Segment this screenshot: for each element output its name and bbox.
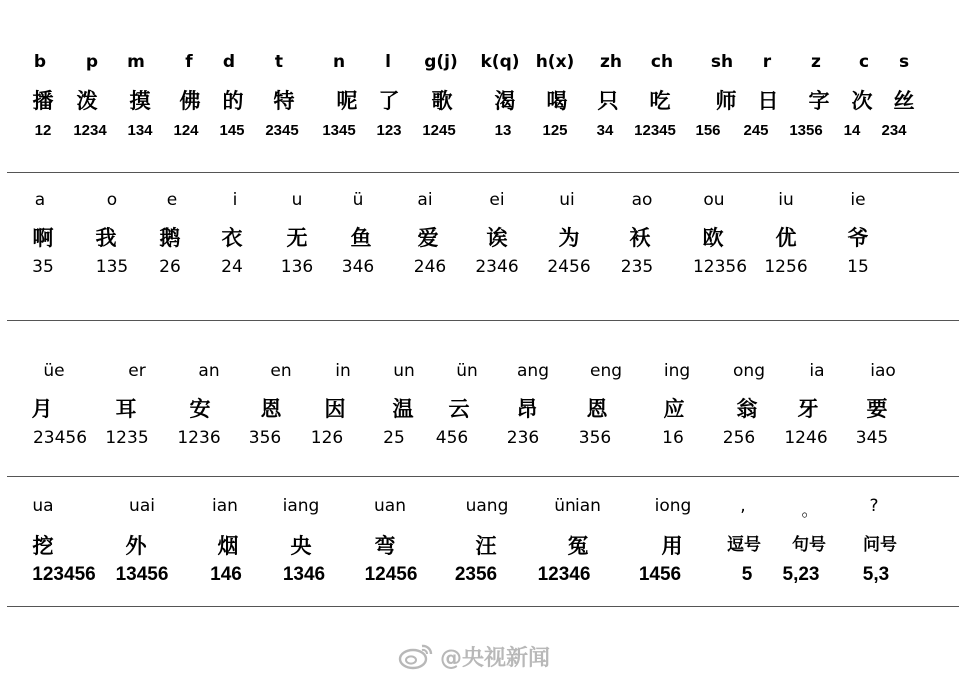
- pinyin-label: ün: [456, 361, 478, 381]
- pinyin-label: i: [232, 190, 238, 210]
- braille-dot-code: 145: [219, 122, 245, 139]
- hanzi-character: 冤: [567, 534, 589, 558]
- braille-dot-code: 124: [173, 122, 199, 139]
- pinyin-label: m: [127, 52, 145, 72]
- pinyin-label: uai: [129, 496, 155, 516]
- hanzi-character: 弯: [374, 534, 396, 558]
- pinyin-label: an: [198, 361, 220, 381]
- hanzi-character: 次: [851, 89, 873, 113]
- pinyin-label: g(j): [424, 52, 458, 72]
- braille-dot-code: 2356: [454, 564, 498, 585]
- hanzi-character: 日: [757, 89, 779, 113]
- pinyin-label: a: [34, 190, 46, 210]
- hanzi-character: 昂: [516, 397, 538, 421]
- hanzi-character: 袄: [629, 226, 651, 250]
- hanzi-character: 的: [222, 89, 244, 113]
- hanzi-character: 渴: [494, 89, 516, 113]
- pinyin-label: zh: [600, 52, 622, 72]
- hanzi-character: 逗号: [727, 535, 761, 555]
- hanzi-character: 安: [189, 397, 211, 421]
- pinyin-label: e: [166, 190, 178, 210]
- braille-dot-code: 1236: [177, 428, 221, 448]
- pinyin-label: iang: [282, 496, 320, 516]
- braille-dot-code: 356: [248, 428, 282, 448]
- pinyin-label: ao: [631, 190, 653, 210]
- braille-dot-code: 2346: [475, 257, 519, 277]
- braille-dot-code: 1456: [638, 564, 682, 585]
- braille-dot-code: 245: [743, 122, 769, 139]
- pinyin-label: sh: [710, 52, 734, 72]
- hanzi-character: 云: [448, 397, 470, 421]
- pinyin-label: n: [332, 52, 346, 72]
- pinyin-label: ch: [650, 52, 674, 72]
- hanzi-character: 用: [661, 534, 683, 558]
- pinyin-label: in: [335, 361, 351, 381]
- braille-dot-code: 12456: [364, 564, 418, 585]
- braille-dot-code: 126: [310, 428, 344, 448]
- braille-dot-code: 136: [280, 257, 314, 277]
- hanzi-character: 摸: [129, 89, 151, 113]
- hanzi-character: 耳: [115, 397, 137, 421]
- braille-dot-code: 345: [855, 428, 889, 448]
- braille-dot-code: 235: [620, 257, 654, 277]
- hanzi-character: 汪: [475, 534, 497, 558]
- braille-dot-code: 1345: [322, 122, 356, 139]
- hanzi-character: 要: [866, 397, 888, 421]
- braille-dot-code: 12356: [692, 257, 748, 277]
- braille-dot-code: 156: [695, 122, 721, 139]
- braille-dot-code: 12346: [537, 564, 591, 585]
- hanzi-character: 欧: [702, 226, 724, 250]
- braille-dot-code: 125: [542, 122, 568, 139]
- braille-dot-code: 23456: [32, 428, 88, 448]
- hanzi-character: 挖: [32, 534, 54, 558]
- braille-dot-code: 5,3: [862, 564, 890, 585]
- weibo-logo-icon: [398, 642, 434, 670]
- pinyin-label: h(x): [535, 52, 575, 72]
- pinyin-label: d: [222, 52, 236, 72]
- hanzi-character: 句号: [792, 535, 826, 555]
- hanzi-character: 优: [775, 226, 797, 250]
- hanzi-character: 喝: [546, 89, 568, 113]
- hanzi-character: 师: [715, 89, 737, 113]
- pinyin-label: en: [270, 361, 292, 381]
- braille-dot-code: 236: [506, 428, 540, 448]
- pinyin-label: f: [185, 52, 193, 72]
- braille-dot-code: 13: [494, 122, 512, 139]
- braille-dot-code: 356: [578, 428, 612, 448]
- pinyin-label: ü: [352, 190, 364, 210]
- hanzi-character: 无: [286, 226, 308, 250]
- hanzi-character: 歌: [431, 89, 453, 113]
- pinyin-label: ing: [663, 361, 691, 381]
- watermark-text: @央视新闻: [440, 645, 551, 671]
- hanzi-character: 特: [273, 89, 295, 113]
- pinyin-label: k(q): [480, 52, 520, 72]
- braille-dot-code: 1234: [73, 122, 107, 139]
- pinyin-label: s: [898, 52, 910, 72]
- braille-dot-code: 34: [596, 122, 614, 139]
- braille-dot-code: 456: [435, 428, 469, 448]
- hanzi-character: 字: [808, 89, 830, 113]
- braille-dot-code: 246: [413, 257, 447, 277]
- braille-dot-code: 14: [843, 122, 861, 139]
- hanzi-character: 鱼: [350, 226, 372, 250]
- pinyin-label: ei: [489, 190, 505, 210]
- hanzi-character: 为: [558, 226, 580, 250]
- hanzi-character: 恩: [586, 397, 608, 421]
- hanzi-character: 恩: [260, 397, 282, 421]
- pinyin-label: ua: [32, 496, 54, 516]
- hanzi-character: 了: [378, 89, 400, 113]
- hanzi-character: 佛: [179, 89, 201, 113]
- braille-dot-code: 1235: [105, 428, 149, 448]
- pinyin-label: c: [858, 52, 870, 72]
- pinyin-label: 。: [801, 501, 819, 521]
- pinyin-label: üe: [43, 361, 65, 381]
- hanzi-character: 爱: [417, 226, 439, 250]
- pinyin-label: t: [274, 52, 284, 72]
- pinyin-label: l: [385, 52, 391, 72]
- hanzi-character: 丝: [893, 89, 915, 113]
- hanzi-character: 爷: [847, 226, 869, 250]
- hanzi-character: 月: [31, 397, 53, 421]
- braille-dot-code: 123: [376, 122, 402, 139]
- pinyin-label: o: [106, 190, 118, 210]
- hanzi-character: 鹅: [159, 226, 181, 250]
- braille-dot-code: 15: [847, 257, 869, 277]
- braille-dot-code: 1256: [764, 257, 808, 277]
- braille-dot-code: 26: [159, 257, 181, 277]
- braille-dot-code: 234: [881, 122, 907, 139]
- braille-dot-code: 123456: [32, 564, 96, 585]
- braille-dot-code: 2345: [265, 122, 299, 139]
- hanzi-character: 只: [597, 89, 619, 113]
- hanzi-character: 我: [95, 226, 117, 250]
- pinyin-label: ian: [575, 496, 601, 516]
- pinyin-label: ai: [417, 190, 433, 210]
- braille-dot-code: 1246: [784, 428, 828, 448]
- braille-dot-code: 346: [341, 257, 375, 277]
- braille-dot-code: 5: [741, 564, 753, 585]
- braille-dot-code: 135: [95, 257, 129, 277]
- braille-dot-code: 1356: [789, 122, 823, 139]
- braille-dot-code: 25: [383, 428, 405, 448]
- hanzi-character: 烟: [217, 534, 239, 558]
- braille-dot-code: 256: [722, 428, 756, 448]
- pinyin-label: ian: [212, 496, 238, 516]
- divider: [7, 606, 959, 607]
- divider: [7, 476, 959, 477]
- braille-dot-code: 12: [34, 122, 52, 139]
- hanzi-character: 吃: [649, 89, 671, 113]
- pinyin-label: ui: [559, 190, 575, 210]
- pinyin-label: ong: [733, 361, 765, 381]
- pinyin-label: ün: [554, 496, 576, 516]
- pinyin-label: u: [291, 190, 303, 210]
- hanzi-character: 啊: [32, 226, 54, 250]
- hanzi-character: 播: [32, 89, 54, 113]
- pinyin-label: z: [811, 52, 821, 72]
- pinyin-label: uang: [465, 496, 509, 516]
- braille-dot-code: 13456: [115, 564, 169, 585]
- braille-dot-code: 2456: [547, 257, 591, 277]
- hanzi-character: 温: [392, 397, 414, 421]
- hanzi-character: 翁: [736, 397, 758, 421]
- braille-dot-code: 35: [32, 257, 54, 277]
- pinyin-label: er: [128, 361, 146, 381]
- pinyin-label: ie: [850, 190, 866, 210]
- hanzi-character: 应: [663, 397, 685, 421]
- pinyin-label: un: [393, 361, 415, 381]
- hanzi-character: 呢: [336, 89, 358, 113]
- braille-dot-code: 1245: [422, 122, 456, 139]
- pinyin-label: ?: [869, 496, 879, 516]
- divider: [7, 172, 959, 173]
- pinyin-label: iu: [778, 190, 794, 210]
- pinyin-label: ia: [809, 361, 825, 381]
- braille-dot-code: 24: [221, 257, 243, 277]
- hanzi-character: 牙: [797, 397, 819, 421]
- pinyin-label: r: [762, 52, 772, 72]
- pinyin-label: ,: [740, 496, 746, 516]
- pinyin-label: b: [33, 52, 47, 72]
- hanzi-character: 诶: [486, 226, 508, 250]
- hanzi-character: 因: [324, 397, 346, 421]
- hanzi-character: 外: [125, 534, 147, 558]
- pinyin-label: uan: [374, 496, 406, 516]
- hanzi-character: 问号: [863, 535, 897, 555]
- pinyin-label: iong: [654, 496, 692, 516]
- pinyin-label: p: [85, 52, 99, 72]
- braille-dot-code: 146: [210, 564, 242, 585]
- pinyin-label: iao: [870, 361, 896, 381]
- hanzi-character: 衣: [221, 226, 243, 250]
- pinyin-label: ang: [517, 361, 549, 381]
- hanzi-character: 泼: [76, 89, 98, 113]
- braille-dot-code: 5,23: [782, 564, 820, 585]
- watermark: [398, 640, 550, 672]
- divider: [7, 320, 959, 321]
- hanzi-character: 央: [290, 534, 312, 558]
- pinyin-label: ou: [703, 190, 725, 210]
- braille-dot-code: 12345: [634, 122, 676, 139]
- braille-dot-code: 134: [127, 122, 153, 139]
- braille-dot-code: 1346: [282, 564, 326, 585]
- pinyin-label: eng: [589, 361, 623, 381]
- braille-dot-code: 16: [662, 428, 684, 448]
